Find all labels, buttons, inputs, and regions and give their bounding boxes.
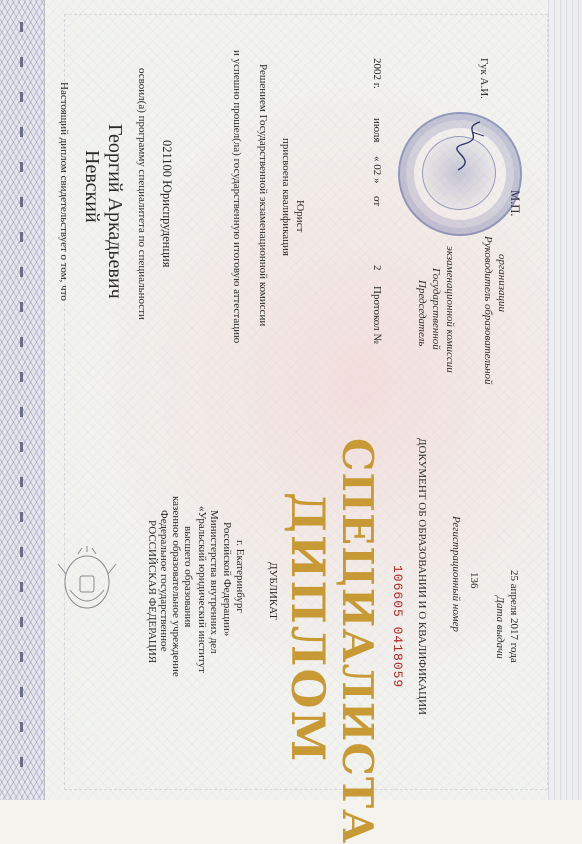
- org-line-6: Министерства внутренних дел: [208, 510, 220, 654]
- binding-mark: [20, 547, 23, 557]
- binding-mark: [20, 757, 23, 767]
- chair-label-line3: экзаменационной комиссии: [444, 246, 456, 373]
- org-line-1: РОССИЙСКАЯ ФЕДЕРАЦИЯ: [146, 520, 158, 664]
- protocol-date-day: « 02 »: [371, 156, 383, 184]
- recipient-surname: Невский: [81, 150, 103, 223]
- protocol-date-month: июля: [371, 118, 383, 143]
- binding-mark: [20, 687, 23, 697]
- org-line-8: г. Екатеринбург: [234, 540, 246, 613]
- org-line-2: Федеральное государственное: [158, 510, 170, 652]
- binding-mark: [20, 442, 23, 452]
- issue-date-label: Дата выдачи: [494, 596, 506, 659]
- binding-mark: [20, 22, 23, 32]
- title-diploma: ДИПЛОМ: [281, 492, 335, 764]
- coat-of-arms-emblem: [56, 544, 118, 614]
- qualification-value: Юрист: [294, 200, 306, 233]
- passed-line: и успешно прошел(ла) государственную итоговую аттестацию: [231, 50, 243, 344]
- binding-mark: [20, 652, 23, 662]
- duplicate-mark: ДУБЛИКАТ: [267, 562, 279, 620]
- qualification-label: присвоена квалификация: [280, 138, 292, 256]
- binding-mark: [20, 477, 23, 487]
- binding-mark: [20, 337, 23, 347]
- signature-scribble: [450, 118, 490, 178]
- chair-label-line1: Председатель: [416, 280, 428, 347]
- org-line-5: «Уральский юридический институт: [196, 506, 208, 673]
- registration-number: 136: [468, 572, 480, 589]
- binding-mark: [20, 512, 23, 522]
- org-line-7: Российской Федерации»: [221, 522, 233, 637]
- protocol-label: Протокол №: [371, 286, 383, 344]
- program-line: освоил(а) программу специалитета по специальности: [136, 68, 148, 320]
- binding-mark: [20, 127, 23, 137]
- binding-mark: [20, 372, 23, 382]
- binding-mark: [20, 162, 23, 172]
- specialty: 021100 Юриспруденция: [160, 140, 174, 268]
- serial-number: 106605 0418059: [390, 565, 405, 689]
- head-label-line2: организации: [496, 254, 508, 313]
- protocol-date-year: 2002 г.: [371, 58, 383, 89]
- head-label-line1: Руководитель образовательной: [482, 236, 494, 385]
- title-specialist: СПЕЦИАЛИСТА: [333, 438, 382, 844]
- binding-mark: [20, 582, 23, 592]
- binding-mark: [20, 302, 23, 312]
- binding-mark: [20, 57, 23, 67]
- binding-mark: [20, 407, 23, 417]
- binding-mark: [20, 92, 23, 102]
- binding-mark: [20, 232, 23, 242]
- registration-label: Регистрационный номер: [450, 516, 462, 632]
- stamp-place: М.П.: [508, 190, 522, 217]
- certify-line: Настоящий диплом свидетельствует о том, что: [58, 82, 70, 301]
- org-line-4: высшего образования: [182, 526, 194, 628]
- protocol-number: 2: [371, 265, 383, 271]
- recipient-given-names: Георгий Аркадьевич: [104, 124, 126, 299]
- org-line-3: казенное образовательное учреждение: [170, 496, 182, 677]
- right-edge-strip: [548, 0, 582, 800]
- protocol-date-prefix: от: [371, 196, 383, 207]
- binding-mark: [20, 617, 23, 627]
- binding-strip: [0, 0, 45, 800]
- chair-label-line2: Государственной: [430, 268, 442, 350]
- commission-line: Решением Государственной экзаменационной комиссии: [257, 64, 269, 327]
- head-name: Гук А.И.: [478, 58, 490, 99]
- issue-date: 25 апреля 2017 года: [508, 570, 520, 663]
- binding-mark: [20, 267, 23, 277]
- binding-mark: [20, 722, 23, 732]
- binding-marks: [18, 0, 26, 800]
- document-type: ДОКУМЕНТ ОБ ОБРАЗОВАНИИ И О КВАЛИФИКАЦИИ: [416, 438, 428, 716]
- binding-mark: [20, 197, 23, 207]
